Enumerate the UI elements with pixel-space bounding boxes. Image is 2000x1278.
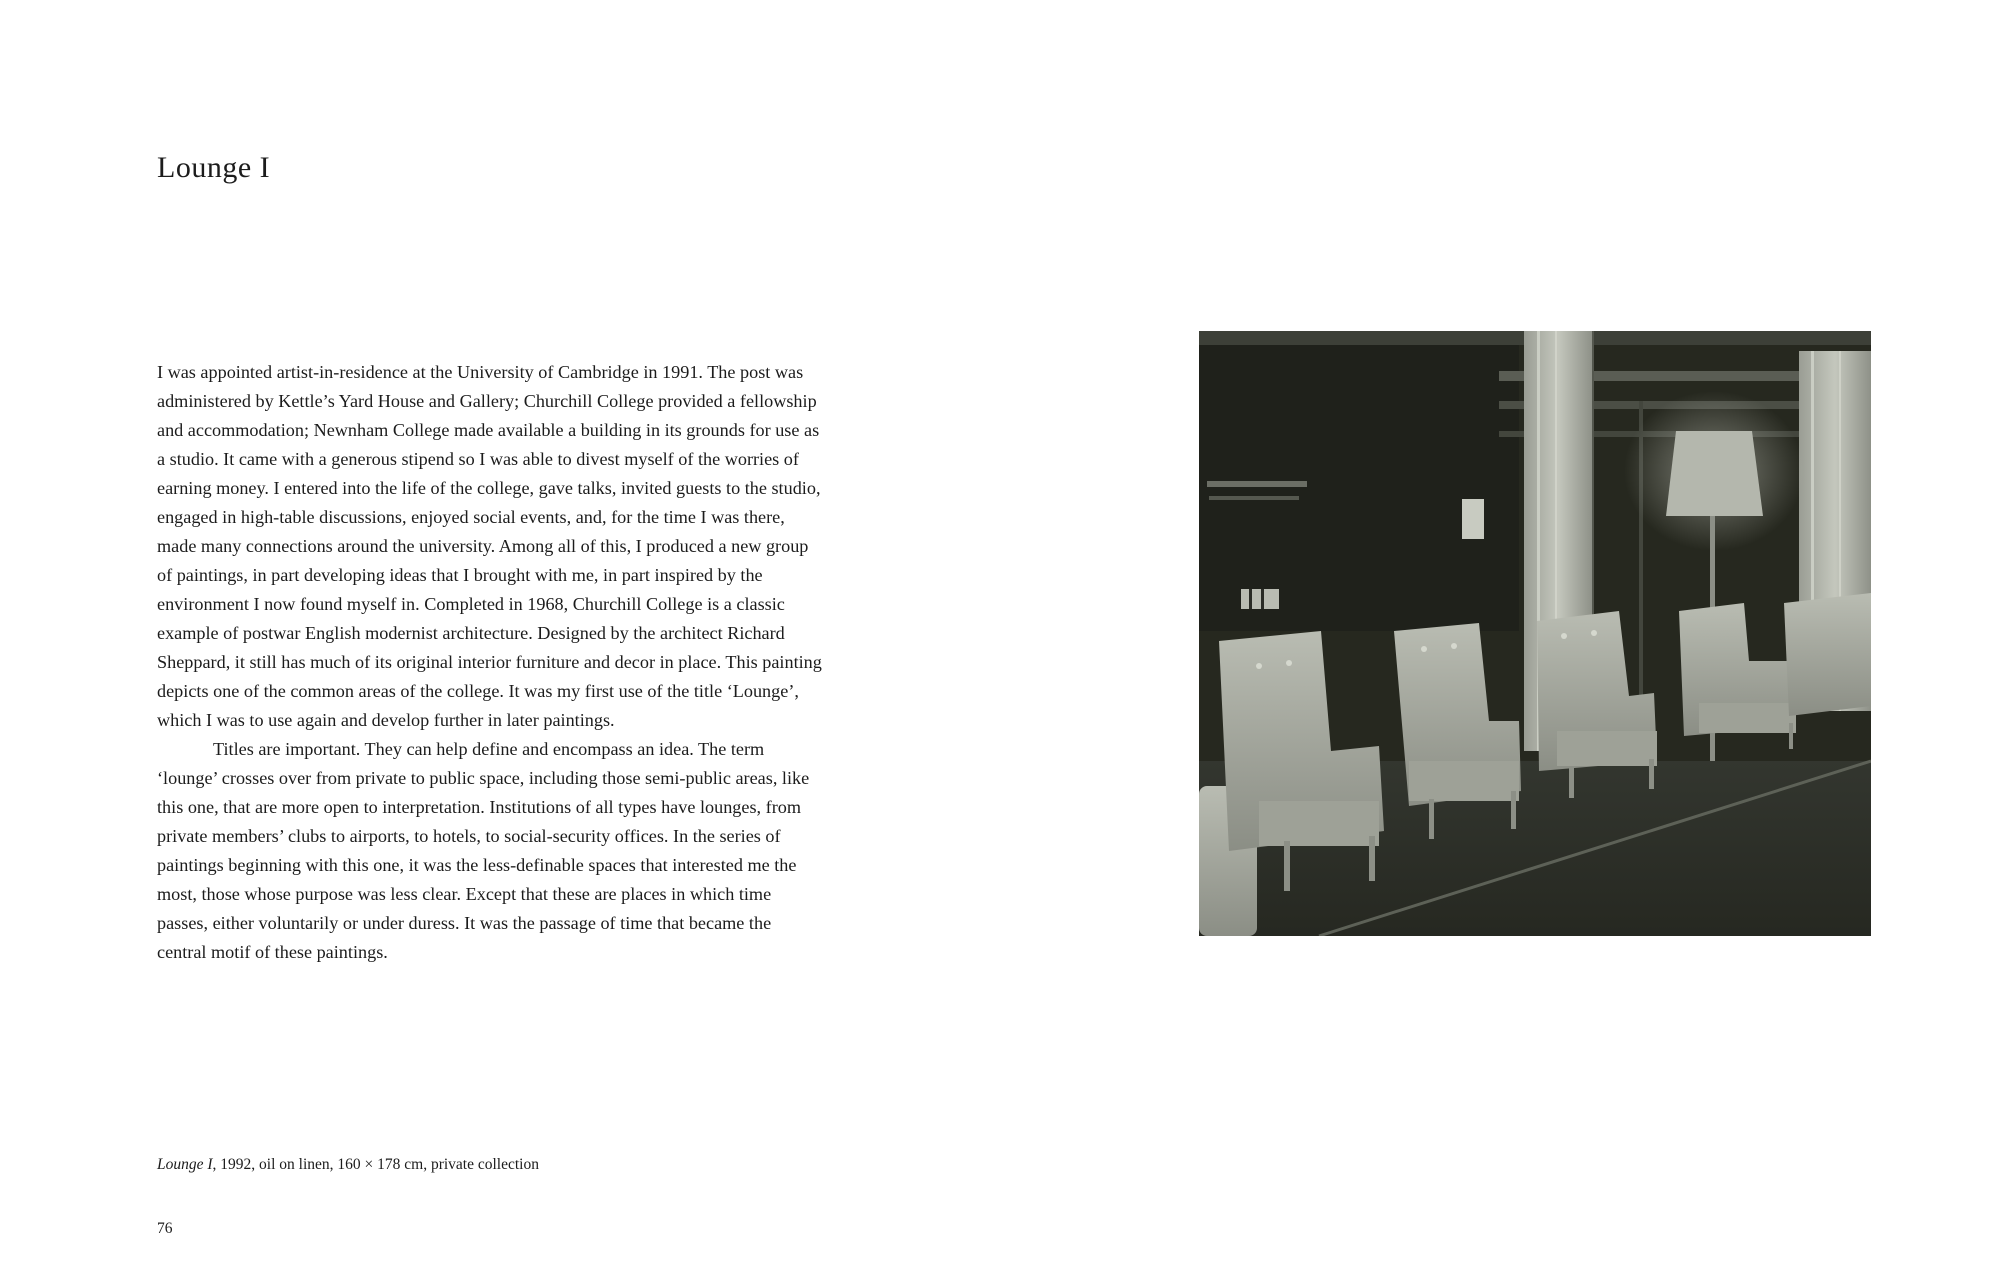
body-text [157,358,825,967]
page-number: 76 [157,1220,173,1237]
paragraph: I was appointed artist-in-residence at the University of Cambridge in 1991. The post was administered by Kettle’s Yard House and Gallery; Churchill College provided a fellowship and accommodation; Newnham College made available a building in its grounds for use as a studio. It came with a generous stipend so I was able to divest myself of the worries of earning money. I entered into the life of the college, gave talks, invited guests to the studio, engaged in high-table discussions, enjoyed social events, and, for the time I was there, made many connections around the university. Among all of this, I produced a new group of paintings, in part developing ideas that I brought with me, in part inspired by the environment I now found myself in. Completed in 1968, Churchill College is a classic example of postwar English modernist architecture. Designed by the architect Richard Sheppard, it still has much of its original interior furniture and decor in place. This painting depicts one of the common areas of the college. It was my first use of the title ‘Lounge’, which I was to use again and develop further in later paintings. [157,362,822,730]
painting-image [1199,331,1871,936]
caption-details: , 1992, oil on linen, 160 × 178 cm, private collection [212,1156,539,1173]
caption-title: Lounge I [157,1156,213,1173]
painting-lounge-i [1199,331,1871,936]
figure-caption [157,1154,539,1176]
page-title: Lounge I [157,151,271,184]
paragraph: Titles are important. They can help define and encompass an idea. The term ‘lounge’ crosses over from private to public space, including those semi-public areas, like this one, that are more open to interpretation. Institutions of all types have lounges, from private members’ clubs to airports, to hotels, to social-security offices. In the series of paintings beginning with this one, it was the less-definable spaces that interested me the most, those whose purpose was less clear. Except that these are places in which time passes, either voluntarily or under duress. It was the passage of time that became the central motif of these paintings. [157,739,810,962]
